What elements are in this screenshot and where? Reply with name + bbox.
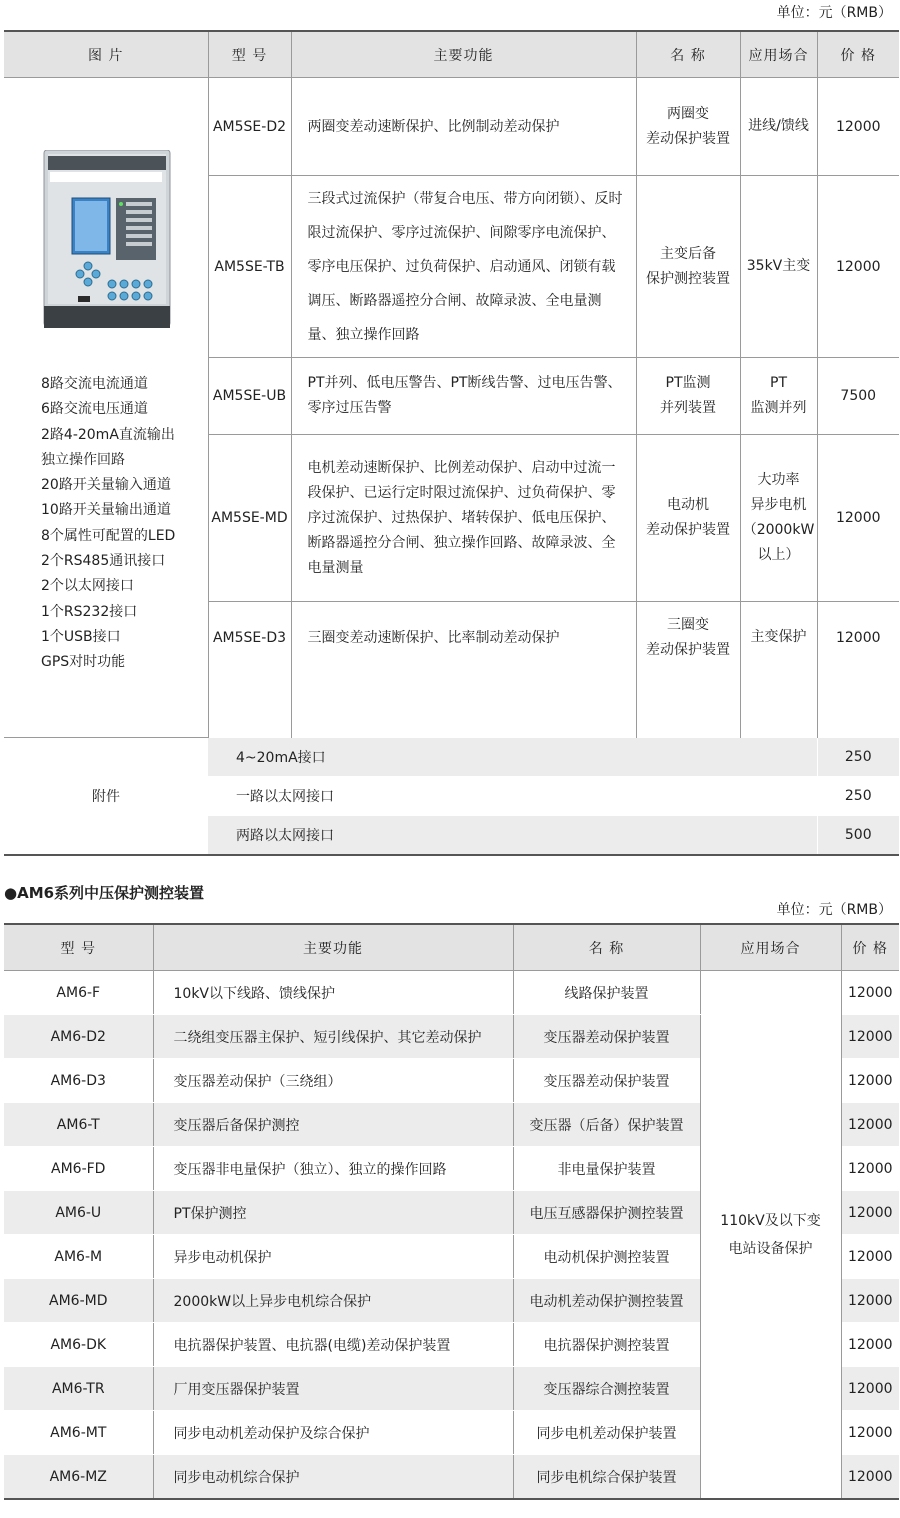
model-cell: AM6-MZ: [4, 1455, 153, 1500]
function-cell: 同步电动机差动保护及综合保护: [153, 1411, 513, 1455]
function-cell: 电抗器保护装置、电抗器(电缆)差动保护装置: [153, 1323, 513, 1367]
name-cell: 变压器综合测控装置: [513, 1367, 700, 1411]
application-cell: 110kV及以下变 电站设备保护: [700, 971, 841, 1500]
function-cell: 电机差动速断保护、比例差动保护、启动中过流一段保护、已运行定时限过流保护、过负荷保护、零序过流保护、过热保护、堵转保护、低电压保护、断路器遥控分合闸、独立操作回路、故障录波、全电量测量: [291, 435, 636, 602]
application-cell: 大功率 异步电机 （2000kW 以上）: [740, 435, 817, 602]
name-cell: 变压器（后备）保护装置: [513, 1103, 700, 1147]
name-cell: 电抗器保护测控装置: [513, 1323, 700, 1367]
price-cell: 12000: [841, 1323, 899, 1367]
feature-list: [41, 372, 208, 676]
name-cell: 电动机 差动保护装置: [636, 435, 740, 602]
model-cell: AM6-MD: [4, 1279, 153, 1323]
name-cell: 电压互感器保护测控装置: [513, 1191, 700, 1235]
price-cell: 12000: [841, 1059, 899, 1103]
list-item: 2个以太网接口: [41, 578, 134, 595]
accessory-name: 一路以太网接口: [208, 776, 817, 815]
accessory-name: 两路以太网接口: [208, 815, 817, 855]
list-item: 独立操作回路: [41, 451, 125, 468]
function-cell: 异步电动机保护: [153, 1235, 513, 1279]
header-price: 价 格: [841, 924, 899, 971]
list-item: 8个属性可配置的LED: [41, 527, 176, 544]
price-cell: 12000: [817, 176, 899, 358]
list-item: 20路开关量输入通道: [41, 477, 171, 494]
accessory-price: 500: [817, 815, 899, 855]
list-item: 1个USB接口: [41, 628, 121, 645]
price-cell: 12000: [841, 971, 899, 1015]
table-row: [4, 78, 899, 176]
list-item: 10路开关量输出通道: [41, 502, 171, 519]
header-function: 主要功能: [291, 31, 636, 78]
am5se-product-table: [4, 30, 899, 856]
header-function: 主要功能: [153, 924, 513, 971]
price-cell: 12000: [841, 1455, 899, 1500]
header-name: 名 称: [636, 31, 740, 78]
model-cell: AM6-D3: [4, 1059, 153, 1103]
name-cell: 主变后备 保护测控装置: [636, 176, 740, 358]
price-cell: 12000: [841, 1191, 899, 1235]
price-cell: 12000: [841, 1279, 899, 1323]
name-cell: PT监测 并列装置: [636, 358, 740, 435]
model-cell: AM6-FD: [4, 1147, 153, 1191]
name-cell: 同步电机综合保护装置: [513, 1455, 700, 1500]
name-cell: 三圈变 差动保护装置: [636, 602, 740, 674]
table-row: [4, 971, 899, 1015]
price-cell: 7500: [817, 358, 899, 435]
price-cell: 12000: [841, 1367, 899, 1411]
unit-label-top: 单位：元（RMB）: [776, 5, 892, 21]
accessory-price: 250: [817, 738, 899, 777]
name-cell: 线路保护装置: [513, 971, 700, 1015]
list-item: 2个RS485通讯接口: [41, 553, 166, 570]
name-cell: 电动机保护测控装置: [513, 1235, 700, 1279]
function-cell: 10kV以下线路、馈线保护: [153, 971, 513, 1015]
price-cell: 12000: [817, 602, 899, 674]
accessory-label: 附件: [4, 738, 208, 855]
model-cell: AM5SE-TB: [208, 176, 291, 358]
accessory-price: 250: [817, 776, 899, 815]
name-cell: 两圈变 差动保护装置: [636, 78, 740, 176]
function-cell: 厂用变压器保护装置: [153, 1367, 513, 1411]
name-cell: 电动机差动保护测控装置: [513, 1279, 700, 1323]
model-cell: AM6-DK: [4, 1323, 153, 1367]
am6-product-table: [4, 923, 899, 1500]
function-cell: PT并列、低电压警告、PT断线告警、过电压告警、零序过压告警: [291, 358, 636, 435]
header-name: 名 称: [513, 924, 700, 971]
function-cell: 2000kW以上异步电机综合保护: [153, 1279, 513, 1323]
function-cell: 三段式过流保护（带复合电压、带方向闭锁）、反时限过流保护、零序过流保护、间隙零序电流保护、零序电压保护、过负荷保护、启动通风、闭锁有载调压、断路器遥控分合闸、故障录波、全电量测量、独立操作回路: [291, 176, 636, 358]
list-item: GPS对时功能: [41, 654, 126, 671]
price-cell: 12000: [817, 435, 899, 602]
function-cell: 三圈变差动速断保护、比率制动差动保护: [291, 602, 636, 674]
model-cell: AM5SE-D3: [208, 602, 291, 674]
function-cell: 变压器差动保护（三绕组）: [153, 1059, 513, 1103]
model-cell: AM6-MT: [4, 1411, 153, 1455]
price-cell: 12000: [817, 78, 899, 176]
section-title: ●AM6系列中压保护测控装置: [4, 884, 205, 902]
list-item: 8路交流电流通道: [41, 376, 148, 392]
header-price: 价 格: [817, 31, 899, 78]
price-cell: 12000: [841, 1147, 899, 1191]
function-cell: 两圈变差动速断保护、比例制动差动保护: [291, 78, 636, 176]
price-cell: 12000: [841, 1103, 899, 1147]
price-cell: 12000: [841, 1411, 899, 1455]
header-model: 型 号: [208, 31, 291, 78]
list-item: 6路交流电压通道: [41, 401, 148, 418]
model-cell: AM6-F: [4, 971, 153, 1015]
header-picture: 图 片: [4, 31, 208, 78]
accessory-row: [4, 738, 899, 777]
table-header-row: [4, 31, 899, 78]
model-cell: AM5SE-MD: [208, 435, 291, 602]
model-cell: AM5SE-UB: [208, 358, 291, 435]
application-cell: 进线/馈线: [740, 78, 817, 176]
model-cell: AM5SE-D2: [208, 78, 291, 176]
function-cell: 同步电动机综合保护: [153, 1455, 513, 1500]
list-item: 1个RS232接口: [41, 603, 138, 620]
header-model: 型 号: [4, 924, 153, 971]
model-cell: AM6-D2: [4, 1015, 153, 1059]
product-picture-cell: [4, 78, 208, 738]
header-application: 应用场合: [740, 31, 817, 78]
application-cell: PT 监测并列: [740, 358, 817, 435]
accessory-name: 4~20mA接口: [208, 738, 817, 777]
function-cell: 二绕组变压器主保护、短引线保护、其它差动保护: [153, 1015, 513, 1059]
model-cell: AM6-M: [4, 1235, 153, 1279]
function-cell: PT保护测控: [153, 1191, 513, 1235]
name-cell: 非电量保护装置: [513, 1147, 700, 1191]
list-item: 2路4-20mA直流输出: [41, 426, 175, 443]
price-cell: 12000: [841, 1015, 899, 1059]
unit-label-bottom: 单位：元（RMB）: [776, 902, 892, 918]
model-cell: AM6-U: [4, 1191, 153, 1235]
function-cell: 变压器后备保护测控: [153, 1103, 513, 1147]
application-cell: 主变保护: [740, 602, 817, 674]
function-cell: 变压器非电量保护（独立）、独立的操作回路: [153, 1147, 513, 1191]
name-cell: 变压器差动保护装置: [513, 1059, 700, 1103]
device-image: [42, 150, 174, 330]
header-application: 应用场合: [700, 924, 841, 971]
table-header-row: [4, 924, 899, 971]
name-cell: 变压器差动保护装置: [513, 1015, 700, 1059]
model-cell: AM6-TR: [4, 1367, 153, 1411]
name-cell: 同步电机差动保护装置: [513, 1411, 700, 1455]
application-cell: 35kV主变: [740, 176, 817, 358]
price-cell: 12000: [841, 1235, 899, 1279]
model-cell: AM6-T: [4, 1103, 153, 1147]
